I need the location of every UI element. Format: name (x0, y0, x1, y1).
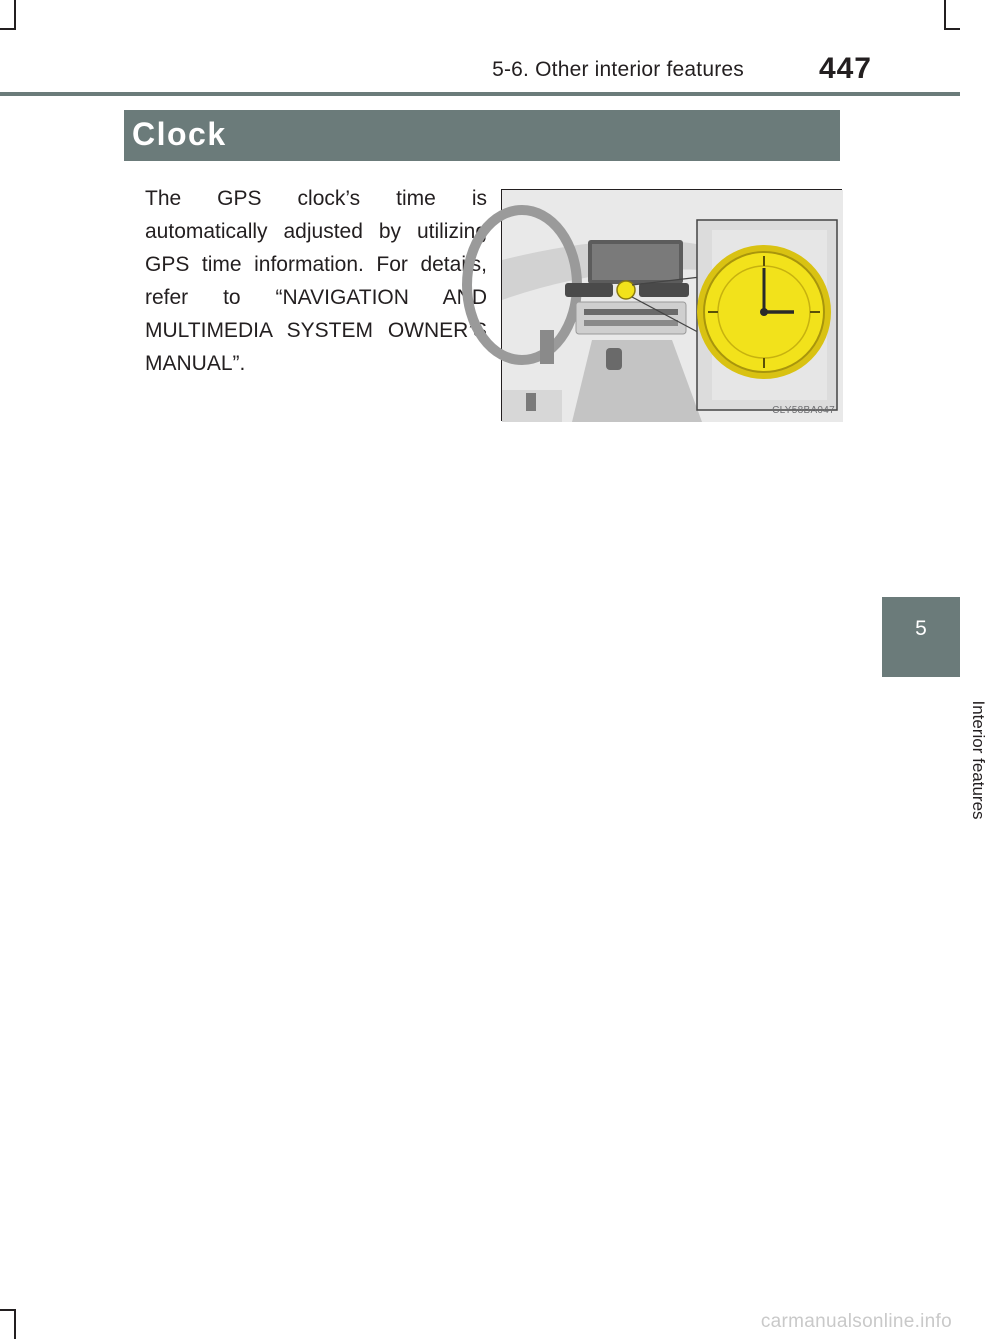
crop-mark (14, 1309, 16, 1339)
dashboard-drawing (502, 190, 843, 422)
chapter-label: Interior features (969, 700, 988, 820)
crop-mark (944, 0, 946, 30)
chapter-tab (882, 597, 960, 677)
page-number: 447 (818, 52, 872, 85)
dashboard-clock-illustration (501, 189, 842, 421)
watermark: carmanualsonline.info (760, 1311, 952, 1332)
chapter-number: 5 (915, 617, 927, 640)
crop-mark (0, 28, 16, 30)
crop-mark (0, 1309, 16, 1311)
heading-bar (124, 110, 840, 161)
header-rule (0, 92, 960, 96)
section-title: 5-6. Other interior features (492, 58, 744, 81)
crop-mark (944, 28, 960, 30)
chapter-label-container (903, 690, 988, 830)
body-paragraph: The GPS clock’s time is automatically adjusted by utilizing GPS time information. For details, refer to “NAVIGATION AND MULTIMEDIA SYSTEM OWNER’S MANUAL”. (145, 187, 487, 375)
crop-mark (14, 0, 16, 30)
page-title: Clock (132, 116, 227, 152)
figure-code: CLY58BA047 (772, 405, 835, 416)
